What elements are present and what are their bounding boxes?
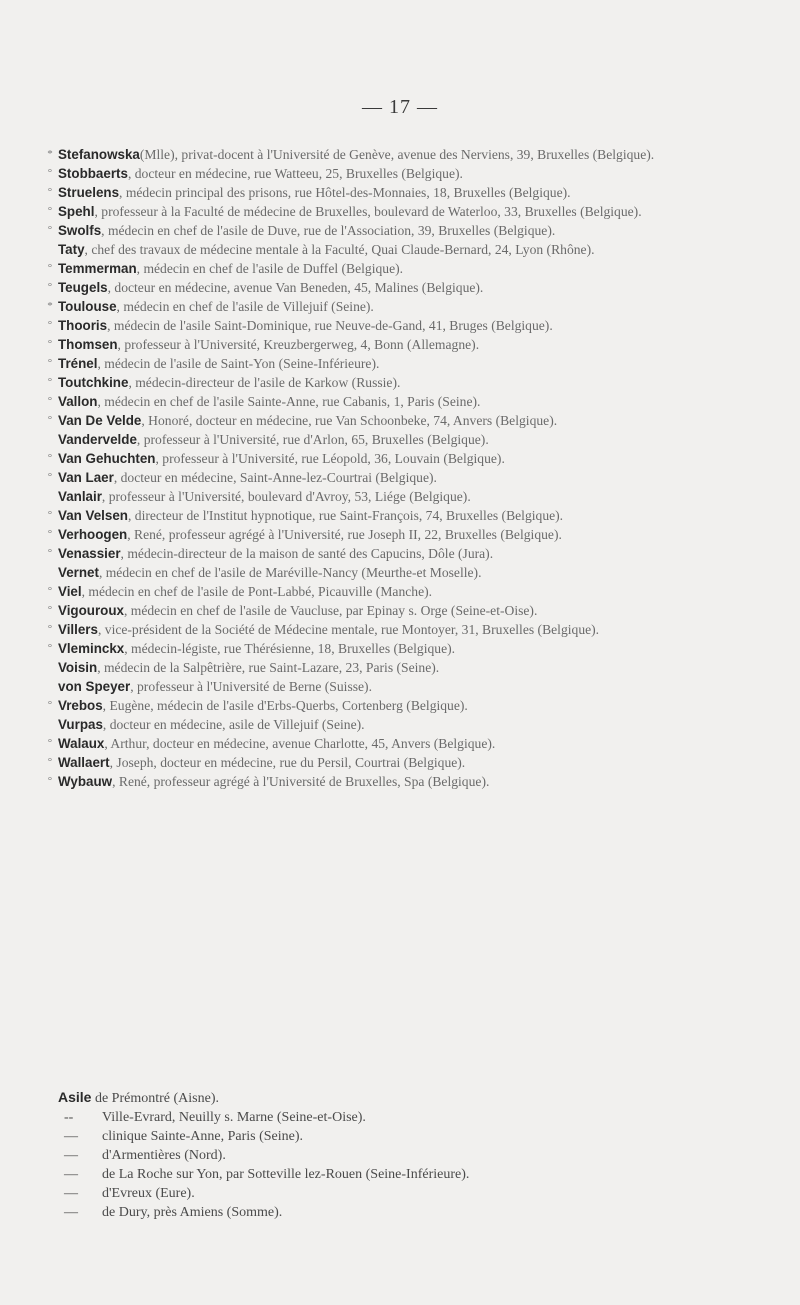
entry-mark: ° <box>47 224 53 236</box>
member-name: Vanlair <box>58 489 102 504</box>
member-entry <box>47 335 698 354</box>
member-entry <box>47 772 698 791</box>
member-entry <box>47 506 698 525</box>
entry-mark: ° <box>47 167 53 179</box>
entry-mark: ° <box>47 775 53 787</box>
member-name: Spehl <box>58 204 95 219</box>
asile-item-text: d'Evreux (Eure). <box>102 1186 195 1201</box>
entry-mark: ° <box>47 642 53 654</box>
member-name: Trénel <box>58 356 98 371</box>
member-name: Thomsen <box>58 337 118 352</box>
member-description: , médecin de la Salpêtrière, rue Saint-Lazare, 23, Paris (Seine). <box>97 660 440 675</box>
entry-mark: ° <box>47 186 53 198</box>
page-number: — 17 — <box>362 96 438 118</box>
member-entry <box>47 468 698 487</box>
member-name: Vurpas <box>58 717 103 732</box>
member-name: Vrebos <box>58 698 103 713</box>
member-description: , vice-président de la Société de Médecine mentale, rue Montoyer, 31, Bruxelles (Belgique). <box>97 622 600 637</box>
entry-mark: ° <box>47 528 53 540</box>
member-name: Vallon <box>58 394 98 409</box>
member-description: , médecin-directeur de l'asile de Karkow (Russie). <box>128 375 401 390</box>
member-entry <box>47 639 698 658</box>
member-description: , médecin de l'asile de Saint-Yon (Seine-Inférieure). <box>97 356 380 371</box>
member-description: , professeur à l'Université, boulevard d'Avroy, 53, Liége (Belgique). <box>101 489 471 504</box>
entry-mark: ° <box>47 547 53 559</box>
member-name: Van Laer <box>58 470 114 485</box>
entry-mark: ° <box>47 338 53 350</box>
member-name: Vigouroux <box>58 603 124 618</box>
asile-item-text: de La Roche sur Yon, par Sotteville lez-Rouen (Seine-Inférieure). <box>102 1167 470 1182</box>
member-description: , médecin en chef de l'asile de Vaucluse, par Epinay s. Orge (Seine-et-Oise). <box>123 603 538 618</box>
asile-item <box>58 1146 698 1165</box>
member-entry <box>58 240 698 259</box>
member-description: , médecin en chef de l'asile Sainte-Anne, rue Cabanis, 1, Paris (Seine). <box>97 394 481 409</box>
member-entry <box>47 411 698 430</box>
member-name: Toutchkine <box>58 375 129 390</box>
member-name: Struelens <box>58 185 120 200</box>
entry-mark: ° <box>47 604 53 616</box>
member-description: , médecin de l'asile Saint-Dominique, rue Neuve-de-Gand, 41, Bruges (Belgique). <box>107 318 553 333</box>
member-description: , chef des travaux de médecine mentale à la Faculté, Quai Claude-Bernard, 24, Lyon (Rhône). <box>84 242 595 257</box>
member-name: Temmerman <box>58 261 137 276</box>
member-entry <box>47 259 698 278</box>
entry-mark: ° <box>47 319 53 331</box>
asile-item <box>58 1127 698 1146</box>
member-name: Toulouse <box>58 299 117 314</box>
asile-item-text: Ville-Evrard, Neuilly s. Marne (Seine-et-Oise). <box>102 1110 366 1125</box>
member-entry <box>47 449 698 468</box>
member-entry <box>58 677 698 696</box>
asile-dash: — <box>64 1148 78 1163</box>
member-name: Voisin <box>58 660 98 675</box>
entry-mark: ° <box>47 395 53 407</box>
entry-mark: ° <box>47 452 53 464</box>
entry-mark: ° <box>47 623 53 635</box>
entry-mark: ° <box>47 205 53 217</box>
member-description: , docteur en médecine, Saint-Anne-lez-Courtrai (Belgique). <box>113 470 437 485</box>
entry-mark: * <box>47 300 53 312</box>
member-name: Van Velsen <box>58 508 128 523</box>
member-entry <box>58 715 698 734</box>
member-entry <box>47 620 698 639</box>
asile-items <box>58 1108 698 1222</box>
entry-mark: ° <box>47 414 53 426</box>
asile-heading: Asile <box>58 1089 92 1105</box>
asile-dash: — <box>64 1186 78 1201</box>
asile-dash: — <box>64 1205 78 1220</box>
member-entry <box>47 696 698 715</box>
member-name: Verhoogen <box>58 527 128 542</box>
member-description: , professeur à l'Université, rue Léopold, 36, Louvain (Belgique). <box>155 451 505 466</box>
member-description: , directeur de l'Institut hypnotique, rue Saint-François, 74, Bruxelles (Belgique). <box>127 508 564 523</box>
member-description: , médecin en chef de l'asile de Duffel (Belgique). <box>136 261 404 276</box>
asile-first: de Prémontré (Aisne). <box>91 1091 219 1106</box>
member-name: Viel <box>58 584 82 599</box>
entry-mark: * <box>47 148 53 160</box>
member-name: Stobbaerts <box>58 166 128 181</box>
member-entry <box>58 430 698 449</box>
member-entry <box>47 734 698 753</box>
member-name: Walaux <box>58 736 105 751</box>
member-entry <box>47 297 698 316</box>
member-name: Vandervelde <box>58 432 137 447</box>
member-entry <box>58 658 698 677</box>
entry-mark: ° <box>47 737 53 749</box>
member-entry <box>58 563 698 582</box>
member-description: , Eugène, médecin de l'asile d'Erbs-Querbs, Cortenberg (Belgique). <box>102 698 468 713</box>
member-description: , docteur en médecine, avenue Van Beneden, 45, Malines (Belgique). <box>107 280 484 295</box>
member-description: , médecin-légiste, rue Thérésienne, 18, Bruxelles (Belgique). <box>124 641 456 656</box>
entry-mark: ° <box>47 262 53 274</box>
member-entry <box>58 487 698 506</box>
member-entry <box>47 278 698 297</box>
member-name: Van Gehuchten <box>58 451 156 466</box>
member-entry <box>47 392 698 411</box>
member-name: Vleminckx <box>58 641 125 656</box>
entry-mark: ° <box>47 281 53 293</box>
member-description: , docteur en médecine, asile de Villejuif (Seine). <box>102 717 365 732</box>
entry-mark: ° <box>47 376 53 388</box>
entry-mark: ° <box>47 585 53 597</box>
asile-list <box>58 1088 698 1222</box>
member-description: , médecin principal des prisons, rue Hôtel-des-Monnaies, 18, Bruxelles (Belgique). <box>119 185 571 200</box>
member-entry <box>47 753 698 772</box>
member-name: von Speyer <box>58 679 131 694</box>
entry-mark: ° <box>47 699 53 711</box>
member-entry <box>47 221 698 240</box>
member-description: , Joseph, docteur en médecine, rue du Persil, Courtrai (Belgique). <box>109 755 466 770</box>
member-entry <box>47 544 698 563</box>
member-name: Swolfs <box>58 223 102 238</box>
asile-item-text: clinique Sainte-Anne, Paris (Seine). <box>102 1129 304 1144</box>
member-description: , professeur à la Faculté de médecine de Bruxelles, boulevard de Waterloo, 33, Bruxelles (Belgique). <box>94 204 642 219</box>
member-description: , Arthur, docteur en médecine, avenue Charlotte, 45, Anvers (Belgique). <box>104 736 496 751</box>
member-entry <box>47 145 698 164</box>
asile-dash: — <box>64 1129 78 1144</box>
member-name: Wybauw <box>58 774 113 789</box>
member-description: , médecin en chef de l'asile de Maréville-Nancy (Meurthe-et Moselle). <box>98 565 482 580</box>
entry-mark: ° <box>47 756 53 768</box>
member-name: Taty <box>58 242 85 257</box>
member-description: , médecin-directeur de la maison de santé des Capucins, Dôle (Jura). <box>120 546 494 561</box>
member-entry <box>47 164 698 183</box>
member-name: Thooris <box>58 318 108 333</box>
member-name: Teugels <box>58 280 108 295</box>
member-name: Stefanowska <box>58 147 140 162</box>
asile-item <box>58 1203 698 1222</box>
member-description: , professeur à l'Université, Kreuzbergerweg, 4, Bonn (Allemagne). <box>117 337 480 352</box>
member-name: Van De Velde <box>58 413 142 428</box>
member-description: , professeur à l'Université de Berne (Suisse). <box>130 679 372 694</box>
member-description: , médecin en chef de l'asile de Duve, rue de l'Association, 39, Bruxelles (Belgique). <box>101 223 556 238</box>
asile-dash: -- <box>64 1110 74 1125</box>
member-entry <box>47 316 698 335</box>
asile-item <box>58 1184 698 1203</box>
member-entry <box>47 582 698 601</box>
member-name: Villers <box>58 622 98 637</box>
entry-mark: ° <box>47 357 53 369</box>
asile-item <box>58 1108 698 1127</box>
member-description: , Honoré, docteur en médecine, rue Van Schoonbeke, 74, Anvers (Belgique). <box>141 413 558 428</box>
entry-mark: ° <box>47 509 53 521</box>
asile-dash: — <box>64 1167 78 1182</box>
member-list <box>47 145 698 791</box>
member-description: , René, professeur agrégé à l'Université, rue Joseph II, 22, Bruxelles (Belgique). <box>127 527 562 542</box>
member-description: , professeur à l'Université, rue d'Arlon, 65, Bruxelles (Belgique). <box>136 432 489 447</box>
entry-mark: ° <box>47 471 53 483</box>
member-entry <box>47 202 698 221</box>
member-name: Venassier <box>58 546 121 561</box>
member-entry <box>47 373 698 392</box>
member-entry <box>47 601 698 620</box>
member-entry <box>47 525 698 544</box>
asile-heading-line <box>58 1088 698 1108</box>
member-description: , médecin en chef de l'asile de Pont-Labbé, Picauville (Manche). <box>81 584 433 599</box>
member-description: (Mlle), privat-docent à l'Université de Genève, avenue des Nerviens, 39, Bruxelles (Belgique). <box>139 147 655 162</box>
member-name: Wallaert <box>58 755 110 770</box>
member-description: , docteur en médecine, rue Watteeu, 25, Bruxelles (Belgique). <box>127 166 463 181</box>
member-description: , médecin en chef de l'asile de Villejuif (Seine). <box>116 299 374 314</box>
member-name: Vernet <box>58 565 99 580</box>
asile-item <box>58 1165 698 1184</box>
member-description: , René, professeur agrégé à l'Université de Bruxelles, Spa (Belgique). <box>112 774 490 789</box>
member-entry <box>47 183 698 202</box>
asile-item-text: d'Armentières (Nord). <box>102 1148 226 1163</box>
asile-item-text: de Dury, près Amiens (Somme). <box>102 1205 283 1220</box>
member-entry <box>47 354 698 373</box>
